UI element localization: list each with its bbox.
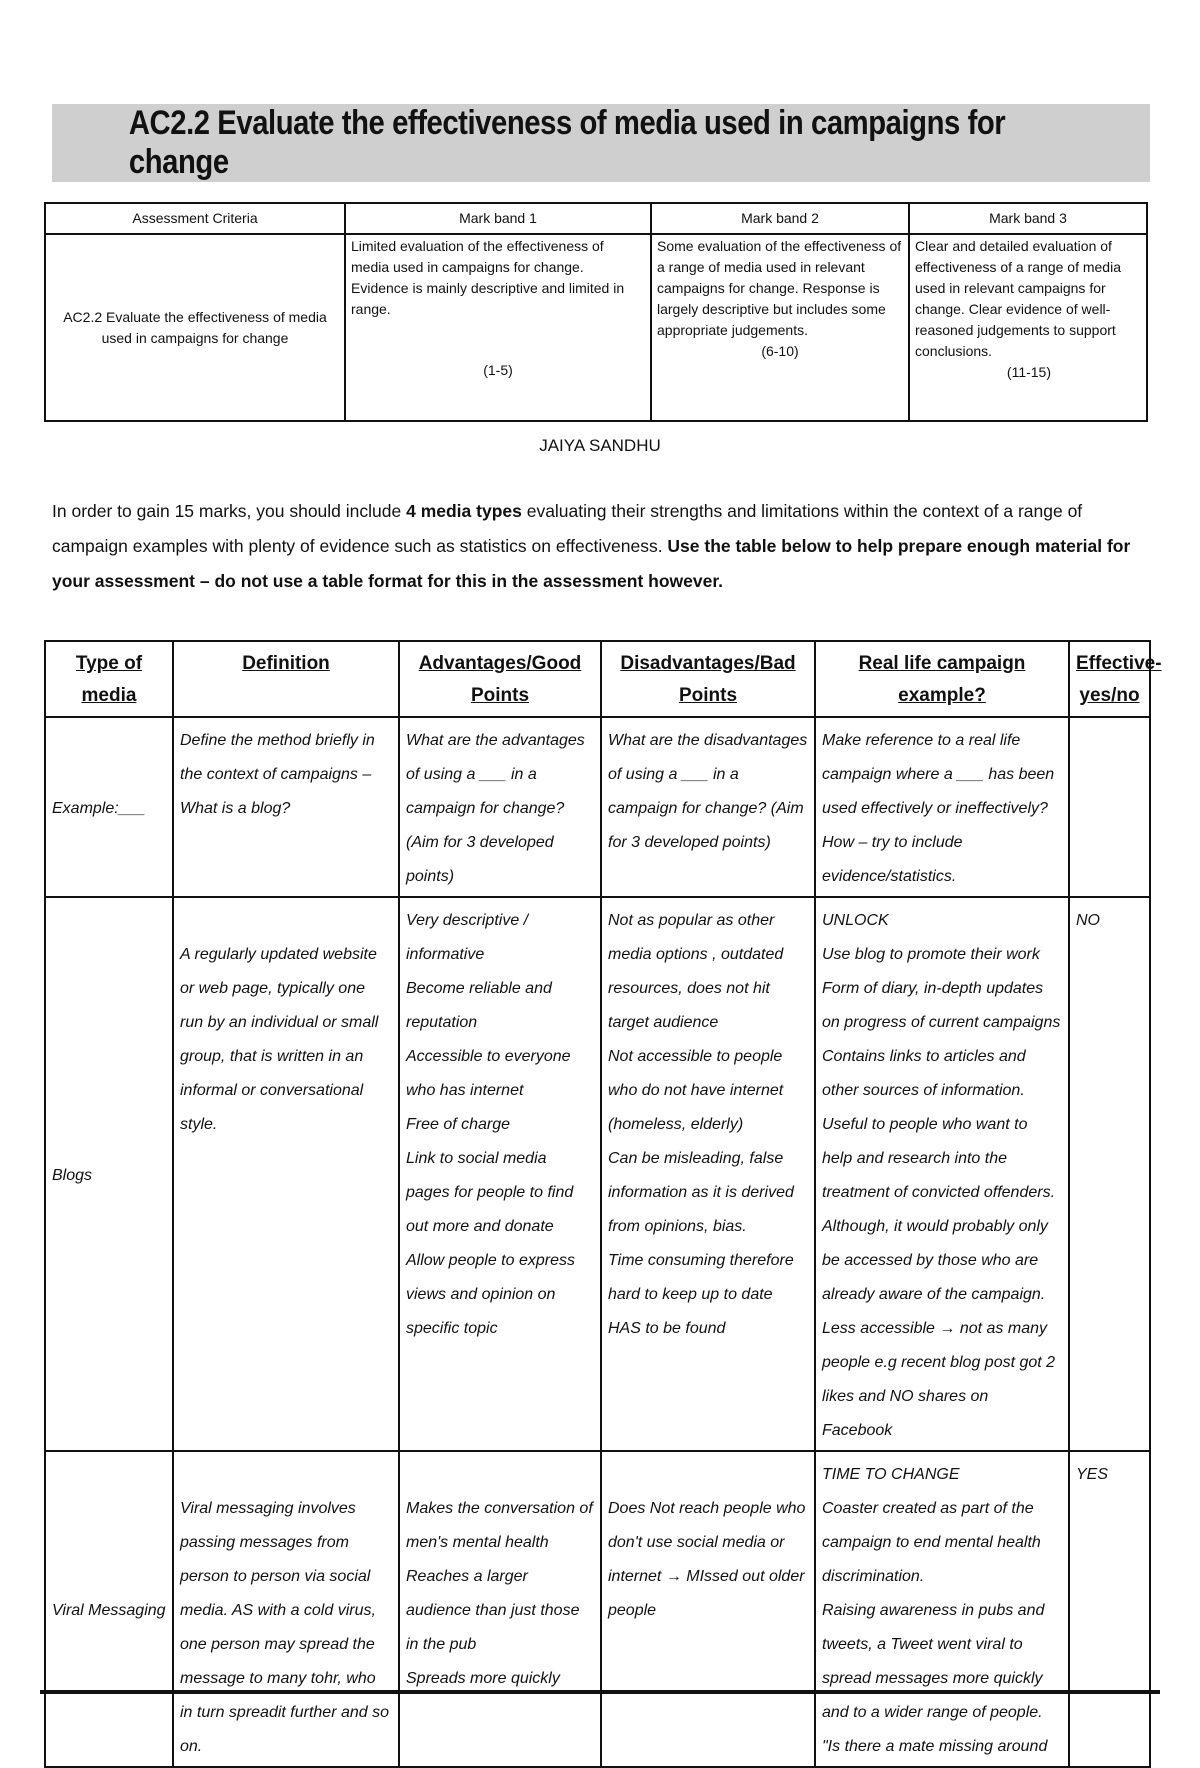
list-item: Allow people to express views and opinion on specific topic [406,1252,575,1337]
media-advantages: What are the advantages of using a ___ in a campaign for change? (Aim for 3 developed points) [399,717,601,897]
media-definition: Define the method briefly in the context of campaigns – What is a blog? [173,717,399,897]
media-type: Viral Messaging [45,1451,173,1767]
media-advantages [399,1451,601,1767]
rubric-header-criteria: Assessment Criteria [45,203,345,234]
rubric-header-band1: Mark band 1 [345,203,651,234]
table-row-viral-messaging [45,1451,1150,1767]
list-item: Link to social media pages for people to find out more and donate [406,1150,574,1235]
media-type: Example:___ [45,717,173,897]
media-campaign-example [815,1451,1069,1767]
media-effective [1069,717,1150,897]
list-item: Reaches a larger audience than just those in the pub [406,1568,580,1653]
list-item: Accessible to everyone who has internet [406,1048,571,1099]
list-item: Spreads more quickly [406,1670,560,1687]
table-row-example [45,717,1150,897]
header-disadvantages: Disadvantages/Bad Points [601,641,815,717]
list-item: Become reliable and reputation [406,980,552,1031]
list-item: Very descriptive / informative [406,912,529,963]
list-item: Free of charge [406,1116,511,1133]
intro-bold-media-types: 4 media types [406,501,522,521]
list-item: Contains links to articles and other sources of information. [822,1048,1026,1099]
rubric-header-band3: Mark band 3 [909,203,1147,234]
rubric-criterion: AC2.2 Evaluate the effectiveness of media used in campaigns for change [45,234,345,421]
list-item: HAS to be found [608,1320,726,1337]
list-item: Useful to people who want to help and research into the treatment of convicted offenders. [822,1116,1056,1201]
band1-range: (1-5) [483,362,513,378]
list-item: Coaster created as part of the campaign to end mental health discrimination. [822,1500,1041,1585]
rubric-header-row [45,203,1147,234]
list-item: Form of diary, in-depth updates on progress of current campaigns [822,980,1061,1031]
list-item: UNLOCK [822,912,889,929]
header-type-of-media: Type of media [45,641,173,717]
bottom-divider [40,1690,1160,1694]
header-definition: Definition [173,641,399,717]
band3-description: Clear and detailed evaluation of effectiveness of a range of media used in relevant campaigns for change. Clear evidence of well-reasoned judgements to support conclusions. [915,238,1121,359]
intro-text-1: In order to gain 15 marks, you should include [52,501,407,521]
list-item: Use blog to promote their work [822,946,1040,963]
header-advantages: Advantages/Good Points [399,641,601,717]
instructions-paragraph [52,494,1150,599]
assessment-rubric-table [44,202,1148,422]
media-advantages [399,897,601,1451]
media-disadvantages: What are the disadvantages of using a ___ in a campaign for change? (Aim for 3 developed points) [601,717,815,897]
media-campaign-example [815,897,1069,1451]
rubric-band3-cell [909,234,1147,421]
rubric-header-band2: Mark band 2 [651,203,909,234]
intro-bold-instruction: Use the table below to help prepare enough material for your assessment – do not use a table format for this in the assessment however. [52,536,1131,591]
media-type: Blogs [45,897,173,1451]
media-effective: YES [1069,1451,1150,1767]
table-row-blogs [45,897,1150,1451]
list-item: Makes the conversation of men's mental health [406,1500,593,1551]
list-item: Does Not reach people who don't use social media or internet → MIssed out older people [608,1500,806,1619]
author-name: JAIYA SANDHU [539,436,661,455]
title-banner [52,104,1150,182]
band3-range: (11-15) [1006,364,1051,380]
header-effective: Effective- yes/no [1069,641,1150,717]
rubric-band2-cell [651,234,909,421]
band1-description: Limited evaluation of the effectiveness of media used in campaigns for change. Evidence is mainly descriptive and limited in range. [351,238,625,317]
intro-text-2: evaluating their strengths and limitations within the context of a range of campaign examples with plenty of evidence such as statistics on effectiveness. [52,501,1083,556]
media-definition: Viral messaging involves passing messages from person to person via social media. AS with a cold virus, one person may spread the message to many tohr, who in turn spreadit further and so on. [173,1451,399,1767]
list-item: Can be misleading, false information as it is derived from opinions, bias. [608,1150,794,1235]
list-item: Time consuming therefore hard to keep up to date [608,1252,794,1303]
media-types-table [44,640,1162,1768]
rubric-band1-cell [345,234,651,421]
list-item: Less accessible → not as many people e.g recent blog post got 2 likes and NO shares on Facebook [822,1320,1056,1439]
header-campaign-example: Real life campaign example? [815,641,1069,717]
rubric-row [45,234,1147,421]
media-definition: A regularly updated website or web page, typically one run by an individual or small group, that is written in an informal or conversational style. [173,897,399,1451]
media-campaign-example: Make reference to a real life campaign where a ___ has been used effectively or ineffectively? How – try to include evidence/statistics. [815,717,1069,897]
list-item: Raising awareness in pubs and tweets, a Tweet went viral to spread messages more quickly and to a wider range of people. "Is there a mate missing around [822,1602,1048,1755]
list-item: Not as popular as other media options , outdated resources, does not hit target audience [608,912,784,1031]
list-item: TIME TO CHANGE [822,1466,960,1483]
band2-description: Some evaluation of the effectiveness of a range of media used in relevant campaigns for change. Response is largely descriptive but includes some appropriate judgements. [657,238,902,338]
band2-range: (6-10) [761,343,799,359]
page-title: AC2.2 Evaluate the effectiveness of media used in campaigns for change [128,104,1006,181]
media-disadvantages [601,1451,815,1767]
media-header-row [45,641,1150,717]
list-item: Although, it would probably only be accessed by those who are already aware of the campaign. [822,1218,1048,1303]
list-item: Not accessible to people who do not have internet (homeless, elderly) [608,1048,784,1133]
media-effective: NO [1069,897,1150,1451]
media-disadvantages [601,897,815,1451]
